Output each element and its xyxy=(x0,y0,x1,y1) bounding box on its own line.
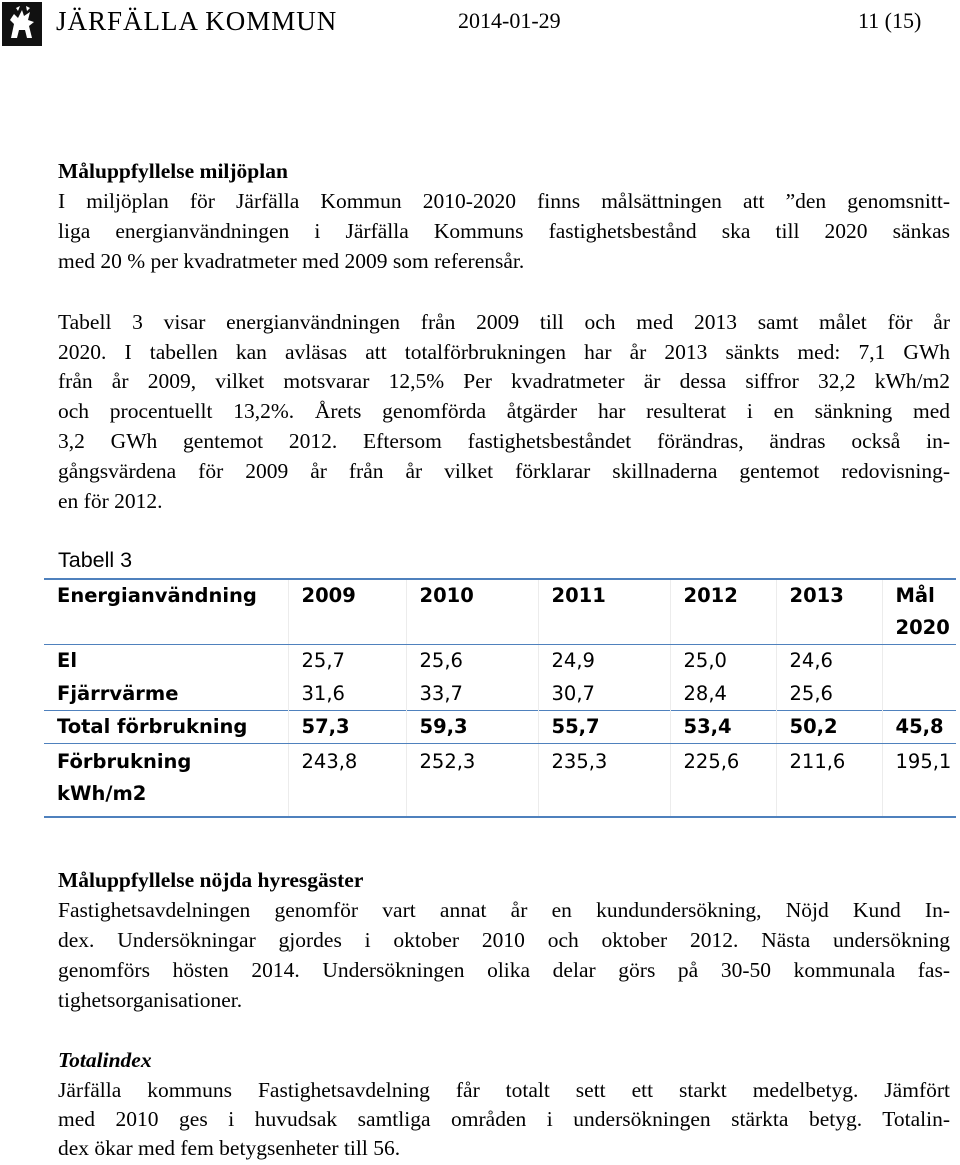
table-cell: 243,8 xyxy=(288,744,406,818)
column-header xyxy=(882,579,956,645)
table-cell xyxy=(44,744,288,818)
table-caption: Tabell 3 xyxy=(58,548,133,572)
paragraph-line: genomförs hösten 2014. Undersökningen olika delar görs på 30-50 kommunala fas- xyxy=(58,958,950,982)
table-cell: El xyxy=(57,649,78,672)
table-cell: 25,7 xyxy=(288,645,406,679)
table-row xyxy=(44,744,956,818)
row-label-line: kWh/m2 xyxy=(57,782,147,805)
column-header-line: 2020 xyxy=(895,616,950,639)
table-cell xyxy=(882,645,956,679)
table-cell: 28,4 xyxy=(670,678,776,711)
paragraph-line: med 20 % per kvadratmeter med 2009 som referensår. xyxy=(58,249,525,273)
paragraph-line: gångsvärdena för 2009 år från år vilket förklarar skillnaderna gentemot redovisning- xyxy=(58,459,950,483)
section-heading-miljoplan: Måluppfyllelse miljöplan xyxy=(58,159,288,183)
paragraph-line: och procentuellt 13,2%. Årets genomförda åtgärder har resulterat i en sänkning med xyxy=(58,399,950,423)
table-cell: 55,7 xyxy=(538,711,670,744)
table-cell: 211,6 xyxy=(776,744,882,818)
column-header: 2011 xyxy=(538,579,670,645)
table-row xyxy=(44,645,956,679)
table-cell: 225,6 xyxy=(670,744,776,818)
table-cell: 24,6 xyxy=(776,645,882,679)
paragraph-line: med 2010 ges i huvudsak samtliga områden i undersökningen stärkta betyg. Totalin- xyxy=(58,1107,950,1131)
table-cell: 33,7 xyxy=(406,678,538,711)
paragraph-line: Järfälla kommuns Fastighetsavdelning får totalt sett ett starkt medelbetyg. Jämfört xyxy=(58,1078,950,1102)
table-cell: Total förbrukning xyxy=(44,711,288,744)
document-date: 2014-01-29 xyxy=(458,8,561,33)
table-cell: 252,3 xyxy=(406,744,538,818)
table-cell: 45,8 xyxy=(882,711,956,744)
column-header: 2009 xyxy=(288,579,406,645)
table-cell: 24,9 xyxy=(538,645,670,679)
table-header-row xyxy=(44,579,956,645)
energy-table xyxy=(44,578,956,818)
paragraph-line: från år 2009, vilket motsvarar 12,5% Per kvadratmeter är dessa siffror 32,2 kWh/m2 xyxy=(58,369,950,393)
paragraph-line: 2020. I tabellen kan avläsas att totalförbrukningen har år 2013 sänkts med: 7,1 GWh xyxy=(58,340,950,364)
table-cell: 57,3 xyxy=(288,711,406,744)
section-heading-totalindex: Totalindex xyxy=(58,1048,152,1072)
table-row-total xyxy=(44,711,956,744)
row-label-line: Förbrukning xyxy=(57,750,192,773)
table-cell: 31,6 xyxy=(288,678,406,711)
municipal-logo-icon xyxy=(2,2,42,46)
paragraph-line: 3,2 GWh gentemot 2012. Eftersom fastighetsbeståndet förändras, ändras också in- xyxy=(58,429,950,453)
page-number: 11 (15) xyxy=(858,8,922,33)
paragraph-line: tighetsorganisationer. xyxy=(58,988,243,1012)
table-cell: 195,1 xyxy=(882,744,956,818)
table-cell xyxy=(882,678,956,711)
paragraph-line: I miljöplan för Järfälla Kommun 2010-2020 finns målsättningen att ”den genomsnitt- xyxy=(58,189,950,213)
table-cell: 25,0 xyxy=(670,645,776,679)
table-row xyxy=(44,678,956,711)
table-cell: 25,6 xyxy=(406,645,538,679)
table-cell: 53,4 xyxy=(670,711,776,744)
table-cell: 235,3 xyxy=(538,744,670,818)
column-header: 2010 xyxy=(406,579,538,645)
table-cell: 25,6 xyxy=(776,678,882,711)
table-cell: 50,2 xyxy=(776,711,882,744)
table-cell: Fjärrvärme xyxy=(57,682,179,705)
column-header-line: Mål xyxy=(895,584,935,607)
section-heading-hyresgaster: Måluppfyllelse nöjda hyresgäster xyxy=(58,868,364,892)
organization-name: JÄRFÄLLA KOMMUN xyxy=(56,6,338,36)
table-cell: 59,3 xyxy=(406,711,538,744)
paragraph-line: dex ökar med fem betygsenheter till 56. xyxy=(58,1136,401,1160)
column-header: Energianvändning xyxy=(44,579,288,645)
paragraph-line: liga energianvändningen i Järfälla Kommuns fastighetsbestånd ska till 2020 sänkas xyxy=(58,219,950,243)
column-header: 2013 xyxy=(776,579,882,645)
paragraph-line: dex. Undersökningar gjordes i oktober 2010 och oktober 2012. Nästa undersökning xyxy=(58,928,950,952)
table-cell: 30,7 xyxy=(538,678,670,711)
paragraph-line: Tabell 3 visar energianvändningen från 2009 till och med 2013 samt målet för år xyxy=(58,310,950,334)
paragraph-line: en för 2012. xyxy=(58,489,163,513)
column-header: 2012 xyxy=(670,579,776,645)
paragraph-line: Fastighetsavdelningen genomför vart annat år en kundundersökning, Nöjd Kund In- xyxy=(58,898,950,922)
